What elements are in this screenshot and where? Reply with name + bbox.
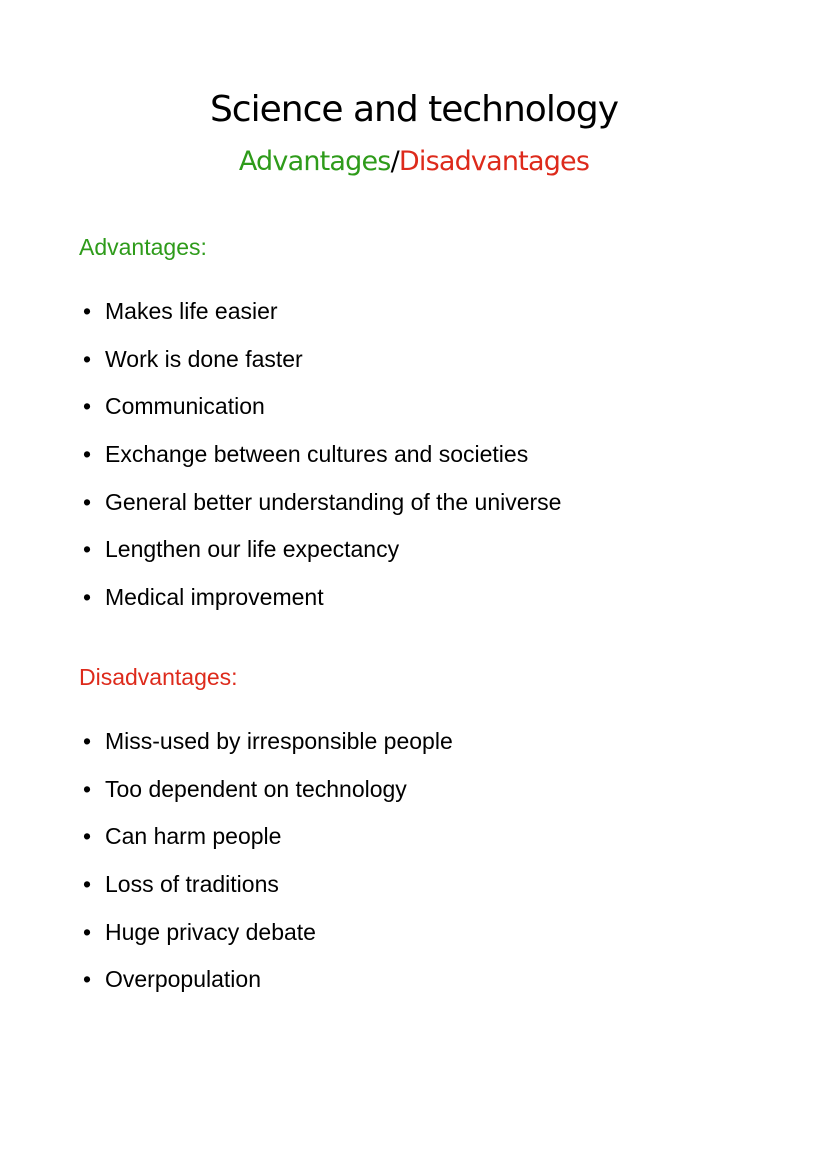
list-item-text: Can harm people (105, 823, 282, 850)
list-item (83, 867, 453, 915)
bullet-icon: • (83, 871, 92, 898)
list-item (83, 342, 561, 390)
list-item (83, 915, 453, 963)
list-item-text: Work is done faster (105, 345, 303, 372)
bullet-icon: • (83, 823, 92, 850)
bullet-icon: • (83, 441, 92, 468)
list-item-text: Communication (105, 393, 265, 420)
list-item-text: Miss-used by irresponsible people (105, 728, 453, 754)
disadvantages-heading: Disadvantages: (79, 664, 238, 690)
advantages-list (83, 294, 561, 628)
list-item (83, 532, 561, 580)
list-item (83, 580, 561, 628)
list-item-text: Loss of traditions (105, 871, 279, 898)
list-item-text: Exchange between cultures and societies (105, 441, 529, 468)
bullet-icon: • (83, 298, 92, 324)
list-item-text: General better understanding of the universe (105, 488, 562, 515)
advantages-heading: Advantages: (79, 234, 207, 260)
list-item (83, 772, 453, 820)
list-item-text: Too dependent on technology (105, 775, 407, 802)
page-title: Science and technology (209, 89, 619, 130)
bullet-icon: • (83, 918, 92, 945)
list-item-text: Overpopulation (105, 966, 261, 993)
subtitle-disadvantages: Disadvantages (398, 146, 590, 177)
list-item (83, 819, 453, 867)
bullet-icon: • (83, 966, 92, 993)
list-item-text: Makes life easier (105, 298, 278, 324)
bullet-icon: • (83, 584, 92, 611)
bullet-icon: • (83, 728, 92, 754)
bullet-icon: • (83, 393, 92, 420)
subtitle-separator: / (390, 146, 399, 177)
list-item-text: Huge privacy debate (105, 918, 316, 945)
disadvantages-list (83, 724, 453, 1010)
list-item (83, 437, 561, 485)
list-item (83, 962, 453, 1010)
list-item-text: Lengthen our life expectancy (105, 536, 400, 563)
list-item-text: Medical improvement (105, 584, 324, 611)
list-item (83, 294, 561, 342)
bullet-icon: • (83, 775, 92, 802)
list-item (83, 389, 561, 437)
subtitle-advantages: Advantages (238, 146, 391, 177)
bullet-icon: • (83, 345, 92, 372)
list-item (83, 485, 561, 533)
bullet-icon: • (83, 488, 92, 515)
list-item (83, 724, 453, 772)
page-subtitle (0, 142, 828, 182)
bullet-icon: • (83, 536, 92, 563)
